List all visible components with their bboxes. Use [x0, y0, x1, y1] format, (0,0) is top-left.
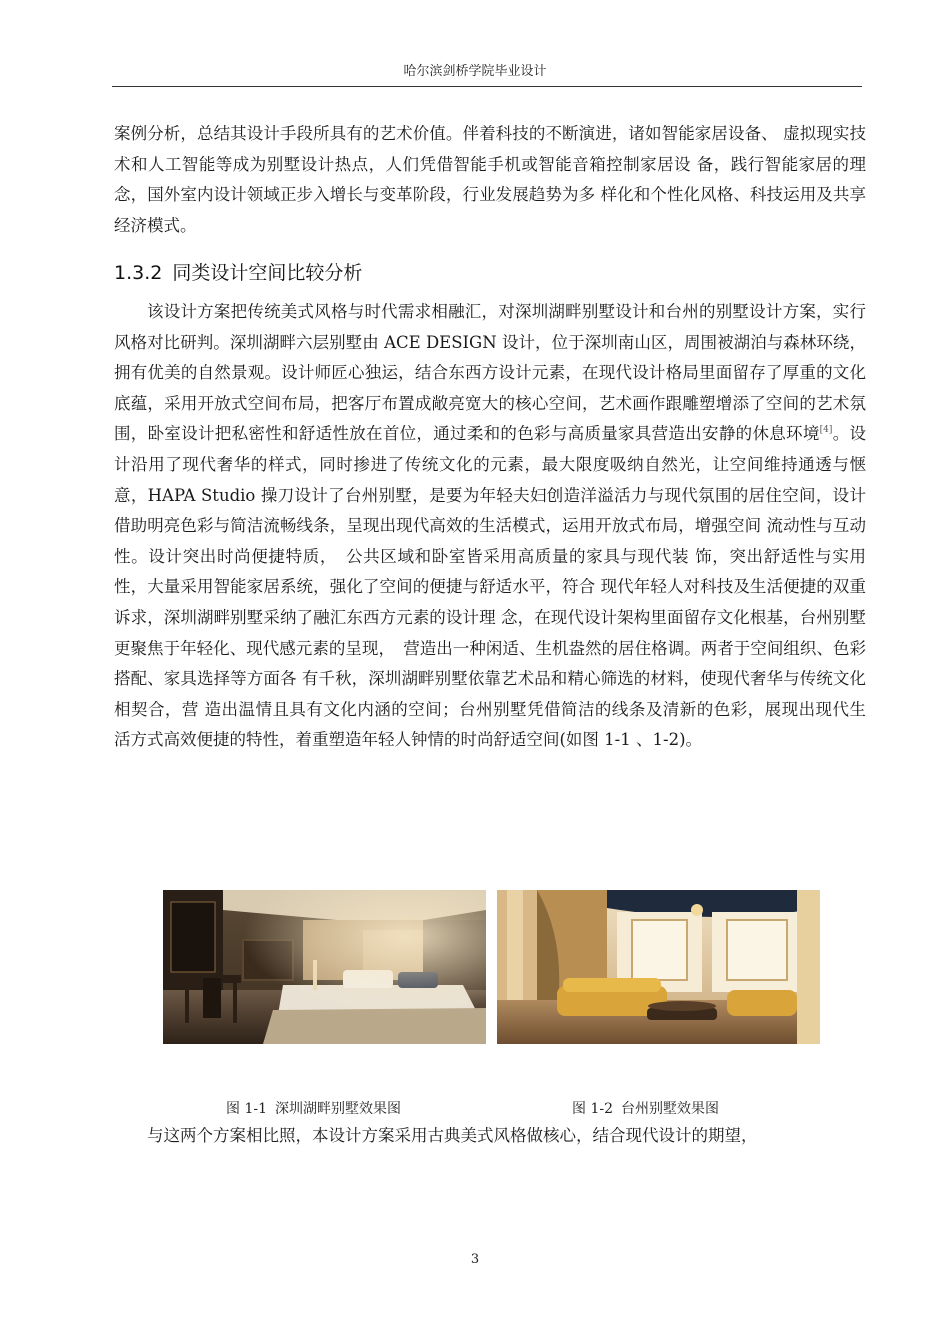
- closing-paragraph-text: 与这两个方案相比照，本设计方案采用古典美式风格做核心，结合现代设计的期望，: [147, 1126, 758, 1145]
- section-heading: [114, 258, 362, 285]
- figure-1-label: 图 1-1: [226, 1101, 267, 1117]
- section-number: 1.3.2: [114, 262, 163, 284]
- section-title: 同类设计空间比较分析: [172, 262, 363, 284]
- intro-paragraph-text: 案例分析，总结其设计手段所具有的艺术价值。伴着科技的不断演进，诸如智能家居设备、 虚拟现实技术和人工智能等成为别墅设计热点，人们凭借智能手机或智能音箱控制家居设 备，践行智能家居的理念，国外室内设计领域正步入增长与变革阶段，行业发展趋势为多 样化和个性化风格、科技运用及共享经济模式。: [114, 124, 866, 235]
- figure-shenzhen-villa-image: [163, 890, 486, 1044]
- main-paragraph: [114, 297, 866, 756]
- main-paragraph-text: [114, 297, 866, 756]
- citation-marker[interactable]: [4]: [819, 425, 833, 436]
- figure-2-caption: [572, 1098, 719, 1118]
- figure-1-caption-text: 深圳湖畔别墅效果图: [275, 1101, 401, 1117]
- figure-1-caption: [226, 1098, 401, 1118]
- header-rule: [112, 86, 862, 87]
- figure-taizhou-villa-image: [497, 890, 820, 1044]
- living-room-render-image: [497, 890, 820, 1044]
- page-number: 3: [470, 1252, 480, 1267]
- intro-paragraph: [114, 119, 866, 241]
- bedroom-render-image: [163, 890, 486, 1044]
- main-text-after-citation: 。设计沿用了现代奢华的样式，同时掺进了传统文化的元素，最大限度吸纳自然光，让空间维持通透与惬意，HAPA Studio 操刀设计了台州别墅，是要为年轻夫妇创造洋溢活力与现代氛围的居住空间，设计 借助明亮色彩与简洁流畅线条，呈现出现代高效的生活模式，运用开放式布局，增强空间 流动性与互动性。设计突出时尚便捷特质， 公共区域和卧室皆采用高质量的家具与现代装 饰，突出舒适性与实用性，大量采用智能家居系统，强化了空间的便捷与舒适水平，符合 现代年轻人对科技及生活便捷的双重诉求，深圳湖畔别墅采纳了融汇东西方元素的设计理 念，在现代设计架构里面留存文化根基，台州别墅更聚焦于年轻化、现代感元素的呈现， 营造出一种闲适、生机盎然的居住格调。两者于空间组织、色彩搭配、家具选择等方面各 有千秋，深圳湖畔别墅依靠艺术品和精心筛选的材料，使现代奢华与传统文化相契合，营 造出温情且具有文化内涵的空间；台州别墅凭借简洁的线条及清新的色彩，展现出现代生 活方式高效便捷的特性，着重塑造年轻人钟情的时尚舒适空间(如图 1-1 、1-2)。: [114, 424, 867, 750]
- page-header-title: 哈尔滨剑桥学院毕业设计: [403, 64, 547, 79]
- closing-paragraph: [114, 1121, 866, 1152]
- figure-2-label: 图 1-2: [572, 1101, 613, 1117]
- figure-2-caption-text: 台州别墅效果图: [621, 1101, 719, 1117]
- main-text-before-citation: 该设计方案把传统美式风格与时代需求相融汇，对深圳湖畔别墅设计和台州的别墅设计方案，实行风格对比研判。深圳湖畔六层别墅由 ACE DESIGN 设计，位于深圳南山区，周围被湖泊与森林环绕，拥有优美的自然景观。设计师匠心独运，结合东西方设计元素，在现代设计格局里面留存了厚重的文化底蕴，采用开放式空间布局，把客厅布置成敞亮宽大的核心空间，艺术画作跟雕塑增添了空间的艺术氛围，卧室设计把私密性和舒适性放在首位，通过柔和的色彩与高质量家具营造出安静的休息环境: [114, 302, 866, 444]
